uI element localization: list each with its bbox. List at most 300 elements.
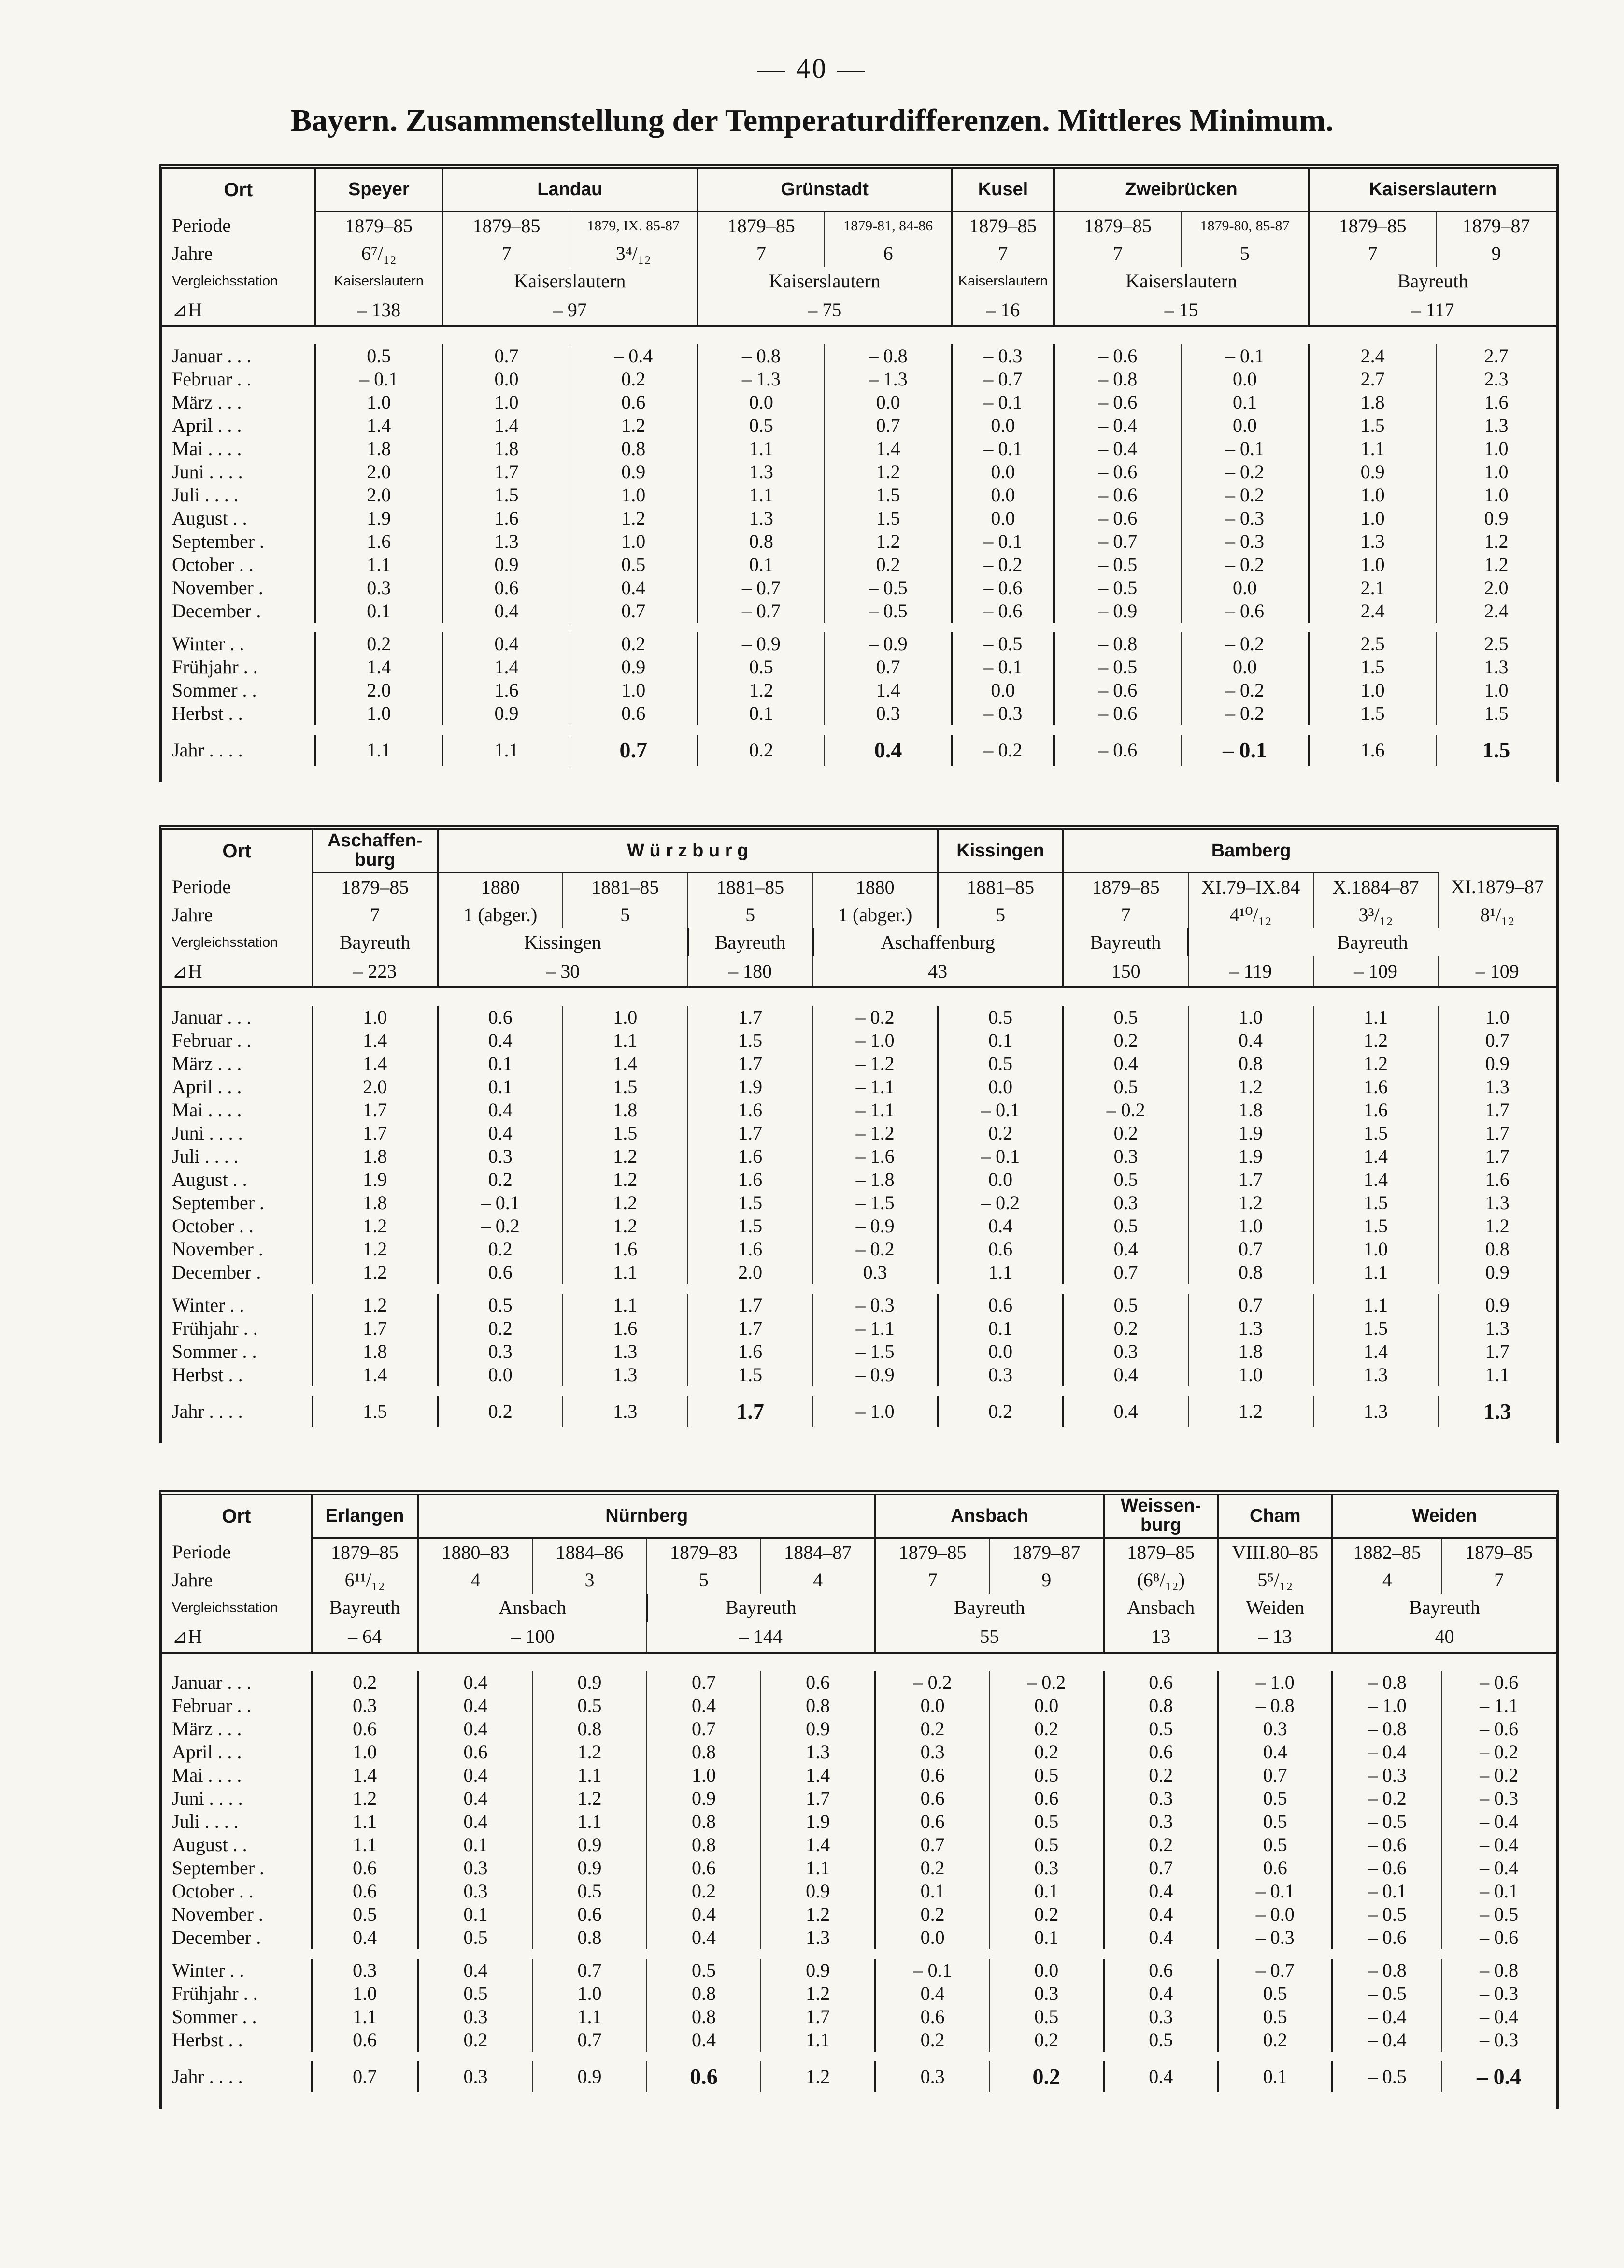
jahre-cell: 8¹/₁₂	[1439, 901, 1556, 928]
month-row	[162, 1029, 1556, 1052]
month-row	[162, 1671, 1556, 1694]
value-cell: 2.4	[1309, 599, 1436, 623]
value-cell: 1.0	[1313, 1238, 1439, 1261]
value-cell: 1.3	[761, 1926, 875, 1949]
value-cell: 0.2	[938, 1396, 1063, 1427]
jahre-label: Jahre	[172, 904, 213, 926]
value-cell: 0.1	[438, 1075, 563, 1098]
row-label: Sommer . .	[172, 2006, 257, 2027]
row-label: September .	[172, 530, 265, 552]
month-row	[162, 484, 1556, 507]
value-cell: 0.8	[647, 2005, 761, 2028]
value-cell: 0.2	[1104, 1833, 1218, 1856]
value-cell: 0.8	[761, 1694, 875, 1717]
row-label: August . .	[172, 507, 247, 529]
value-cell: 0.5	[989, 1764, 1104, 1787]
row-label: September .	[172, 1857, 265, 1879]
value-cell: 0.6	[1218, 1856, 1333, 1880]
season-row	[162, 656, 1556, 679]
value-cell: 0.4	[647, 1926, 761, 1949]
periode-cell: 1879–85	[313, 872, 438, 901]
month-row	[162, 1926, 1556, 1949]
value-cell: 2.5	[1436, 632, 1556, 656]
value-cell: 1.1	[563, 1029, 688, 1052]
value-cell: 1.3	[1436, 414, 1556, 437]
periode-cell: 1879–85	[1054, 211, 1182, 240]
value-cell: – 0.2	[813, 1238, 938, 1261]
value-cell: 0.0	[989, 1694, 1104, 1717]
value-cell: 0.2	[825, 553, 952, 576]
station-name-text: Aschaffen-burg	[328, 830, 423, 870]
station-name-text: Landau	[537, 179, 603, 200]
value-cell: 1.3	[563, 1396, 688, 1427]
jahre-cell: 6¹¹/₁₂	[312, 1567, 418, 1594]
station-name	[1104, 1495, 1218, 1538]
month-row	[162, 1740, 1556, 1764]
value-cell: – 0.1	[952, 530, 1054, 553]
value-cell: 1.5	[688, 1363, 813, 1386]
value-cell: 1.0	[1439, 1006, 1556, 1029]
value-cell: 1.4	[1313, 1168, 1439, 1191]
value-cell: 1.7	[1439, 1145, 1556, 1168]
vergleich-cell: Kaiserslautern	[315, 267, 442, 295]
value-cell: 1.0	[1436, 437, 1556, 460]
value-cell: 0.3	[438, 1145, 563, 1168]
value-cell: – 0.6	[1332, 1833, 1441, 1856]
dh-cell: – 64	[312, 1622, 418, 1653]
value-cell: – 0.4	[1332, 2005, 1441, 2028]
value-cell: – 0.1	[875, 1959, 990, 1982]
vergleich-cell: Kaiserslautern	[442, 267, 697, 295]
vergleich-cell: Kissingen	[438, 928, 688, 956]
value-cell: – 0.5	[1054, 656, 1182, 679]
value-cell: 1.1	[315, 735, 442, 766]
value-cell: 0.6	[442, 576, 570, 599]
value-cell: 1.8	[313, 1191, 438, 1214]
value-cell: – 0.8	[1054, 632, 1182, 656]
value-cell: – 0.2	[1441, 1764, 1556, 1787]
value-cell: 0.7	[1104, 1856, 1218, 1880]
station-name-text: Kissingen	[956, 841, 1044, 861]
value-cell: 0.0	[952, 679, 1054, 702]
dh-cell: 40	[1332, 1622, 1556, 1653]
value-cell: 1.0	[570, 530, 698, 553]
value-cell: 0.9	[532, 1833, 647, 1856]
value-cell: – 0.1	[1441, 1880, 1556, 1903]
value-cell: – 0.3	[1441, 1982, 1556, 2005]
value-cell: – 0.5	[1054, 576, 1182, 599]
value-cell: – 0.0	[1218, 1903, 1333, 1926]
value-cell: 0.2	[989, 1740, 1104, 1764]
value-cell: – 0.2	[1332, 1787, 1441, 1810]
table-panel-unterfranken	[159, 825, 1559, 1443]
value-cell: 0.5	[532, 1694, 647, 1717]
value-cell: 1.4	[315, 656, 442, 679]
jahre-cell: 5	[688, 901, 813, 928]
value-cell: 0.4	[438, 1098, 563, 1122]
value-cell: 0.5	[1063, 1168, 1188, 1191]
value-cell: – 0.6	[1441, 1717, 1556, 1740]
value-cell: 0.6	[418, 1740, 533, 1764]
value-cell: 0.6	[938, 1238, 1063, 1261]
value-cell: 0.6	[312, 2028, 418, 2052]
dh-label: ⊿H	[162, 956, 313, 987]
season-row	[162, 1340, 1556, 1363]
value-cell: 0.9	[1439, 1261, 1556, 1284]
jahre-row	[162, 1567, 1556, 1594]
value-cell: 0.0	[938, 1340, 1063, 1363]
value-cell: 2.7	[1309, 368, 1436, 391]
vergleich-cell: Bayreuth	[1332, 1594, 1556, 1622]
value-cell: – 1.1	[813, 1075, 938, 1098]
month-row	[162, 1764, 1556, 1787]
value-cell: 0.6	[312, 1856, 418, 1880]
value-cell: 0.7	[875, 1833, 990, 1856]
row-label: Juli . . . .	[172, 1811, 239, 1832]
value-cell: – 0.4	[570, 344, 698, 368]
value-cell: – 0.6	[1054, 460, 1182, 484]
month-row	[162, 530, 1556, 553]
value-cell: 0.5	[1218, 2005, 1333, 2028]
value-cell: 1.9	[313, 1168, 438, 1191]
value-cell: 1.2	[761, 2061, 875, 2092]
value-cell: 1.2	[313, 1214, 438, 1238]
row-label: Juli . . . .	[172, 1145, 239, 1167]
station-header-row	[162, 830, 1556, 872]
value-cell: 1.2	[532, 1787, 647, 1810]
row-label: October . .	[172, 554, 254, 575]
vergleich-cell: Kaiserslautern	[1054, 267, 1309, 295]
value-cell: 0.7	[312, 2061, 418, 2092]
value-cell: 0.6	[570, 702, 698, 725]
value-cell: 0.0	[952, 414, 1054, 437]
value-cell: 1.7	[442, 460, 570, 484]
value-cell: 1.2	[698, 679, 825, 702]
vergleich-label: Vergleichsstation	[172, 934, 278, 950]
station-header-row	[162, 1495, 1556, 1538]
value-cell: 0.4	[647, 1694, 761, 1717]
value-cell: – 1.2	[813, 1052, 938, 1075]
station-name	[438, 830, 938, 872]
periode-cell: 1882–85	[1332, 1538, 1441, 1567]
value-cell: 1.0	[315, 391, 442, 414]
jahre-cell: 7	[313, 901, 438, 928]
value-cell: 0.5	[570, 553, 698, 576]
value-cell: 0.4	[1104, 1982, 1218, 2005]
value-cell: 1.7	[1439, 1340, 1556, 1363]
value-cell: 1.7	[1439, 1098, 1556, 1122]
value-cell: – 0.9	[698, 632, 825, 656]
value-cell: – 0.9	[1054, 599, 1182, 623]
value-cell: 1.7	[761, 1787, 875, 1810]
value-cell: 0.5	[1104, 2028, 1218, 2052]
value-cell: – 0.2	[1182, 553, 1309, 576]
value-cell: – 0.1	[938, 1145, 1063, 1168]
value-cell: 1.1	[1439, 1363, 1556, 1386]
value-cell: 0.5	[532, 1880, 647, 1903]
value-cell: 1.6	[1436, 391, 1556, 414]
periode-cell: X.1884–87	[1313, 872, 1439, 901]
value-cell: 0.9	[532, 1856, 647, 1880]
value-cell: – 0.1	[1218, 1880, 1333, 1903]
value-cell: 1.5	[442, 484, 570, 507]
row-label: Frühjahr . .	[172, 1983, 258, 2004]
value-cell: – 1.1	[813, 1098, 938, 1122]
value-cell: 1.5	[563, 1075, 688, 1098]
value-cell: 1.1	[698, 484, 825, 507]
station-name-text: Grünstadt	[781, 179, 869, 200]
periode-cell: 1879–85	[698, 211, 825, 240]
periode-cell: 1879–85	[1309, 211, 1436, 240]
row-label: Frühjahr . .	[172, 656, 258, 678]
row-label: September .	[172, 1192, 265, 1213]
station-name-text: Erlangen	[325, 1506, 404, 1526]
value-cell: – 0.4	[1054, 414, 1182, 437]
value-cell: 1.6	[688, 1098, 813, 1122]
month-row	[162, 1145, 1556, 1168]
value-cell: 0.7	[647, 1671, 761, 1694]
row-label: August . .	[172, 1834, 247, 1855]
periode-cell: 1880–83	[418, 1538, 533, 1567]
value-cell: 1.5	[688, 1029, 813, 1052]
value-cell: – 0.3	[1182, 507, 1309, 530]
value-cell: 1.2	[563, 1145, 688, 1168]
spacer-row	[162, 1653, 1556, 1671]
value-cell: 2.0	[315, 460, 442, 484]
row-label: April . . .	[172, 414, 242, 436]
vergleich-cell: Ansbach	[1104, 1594, 1218, 1622]
value-cell: 0.7	[570, 735, 698, 766]
value-cell: 0.6	[761, 1671, 875, 1694]
value-cell: 0.1	[438, 1052, 563, 1075]
value-cell: 1.4	[761, 1764, 875, 1787]
dh-cell: 13	[1104, 1622, 1218, 1653]
station-name-text: Speyer	[348, 179, 410, 200]
value-cell: 1.8	[1188, 1098, 1313, 1122]
value-cell: 1.8	[315, 437, 442, 460]
value-cell: 1.1	[312, 2005, 418, 2028]
value-cell: 0.5	[647, 1959, 761, 1982]
value-cell: 1.5	[1436, 735, 1556, 766]
value-cell: 1.4	[312, 1764, 418, 1787]
periode-cell: 1879–85	[952, 211, 1054, 240]
value-cell: 1.3	[442, 530, 570, 553]
station-name-text: Kusel	[978, 179, 1028, 200]
value-cell: 1.2	[563, 1168, 688, 1191]
value-cell: – 0.1	[952, 656, 1054, 679]
value-cell: 0.6	[989, 1787, 1104, 1810]
value-cell: – 1.0	[1218, 1671, 1333, 1694]
value-cell: 1.5	[688, 1191, 813, 1214]
value-cell: 0.3	[1063, 1191, 1188, 1214]
value-cell: – 0.4	[1332, 2028, 1441, 2052]
station-name	[698, 169, 952, 211]
value-cell: – 1.1	[1441, 1694, 1556, 1717]
station-name	[875, 1495, 1104, 1538]
row-label: Juli . . . .	[172, 484, 239, 506]
value-cell: 0.4	[1188, 1029, 1313, 1052]
value-cell: 0.9	[1439, 1294, 1556, 1317]
dh-cell: – 100	[418, 1622, 647, 1653]
value-cell: 1.5	[1309, 414, 1436, 437]
spacer-row	[162, 766, 1556, 782]
periode-cell: 1879–85	[442, 211, 570, 240]
value-cell: 1.0	[312, 1740, 418, 1764]
value-cell: 0.5	[698, 414, 825, 437]
value-cell: – 0.1	[315, 368, 442, 391]
jahre-cell: 4	[1332, 1567, 1441, 1594]
station-name-text: W ü r z b u r g	[627, 841, 749, 861]
value-cell: 1.3	[761, 1740, 875, 1764]
jahre-cell: (6⁸/₁₂)	[1104, 1567, 1218, 1594]
value-cell: 0.9	[442, 553, 570, 576]
value-cell: 0.5	[418, 1926, 533, 1949]
value-cell: – 0.5	[1332, 1982, 1441, 2005]
value-cell: 1.7	[688, 1006, 813, 1029]
value-cell: – 0.2	[438, 1214, 563, 1238]
dh-cell: – 180	[688, 956, 813, 987]
value-cell: 0.9	[1309, 460, 1436, 484]
value-cell: 1.6	[442, 679, 570, 702]
value-cell: – 0.5	[1332, 1903, 1441, 1926]
value-cell: 0.9	[570, 460, 698, 484]
value-cell: 0.5	[1063, 1214, 1188, 1238]
value-cell: 1.0	[1436, 679, 1556, 702]
value-cell: 0.7	[532, 2028, 647, 2052]
vergleich-cell: Bayreuth	[1188, 928, 1556, 956]
jahre-cell: 6	[825, 240, 952, 267]
value-cell: 1.2	[570, 507, 698, 530]
value-cell: 0.1	[875, 1880, 990, 1903]
periode-label: Periode	[172, 876, 231, 898]
vergleich-cell: Kaiserslautern	[952, 267, 1054, 295]
value-cell: 2.0	[688, 1261, 813, 1284]
value-cell: – 1.1	[813, 1317, 938, 1340]
value-cell: 0.9	[761, 1959, 875, 1982]
periode-cell: 1879–85	[1063, 872, 1188, 901]
dh-cell: – 16	[952, 295, 1054, 326]
value-cell: 0.0	[442, 368, 570, 391]
value-cell: 0.5	[1218, 1810, 1333, 1833]
value-cell: 1.3	[563, 1340, 688, 1363]
value-cell: – 0.4	[1441, 1856, 1556, 1880]
value-cell: 0.4	[418, 1810, 533, 1833]
value-cell: 1.5	[688, 1214, 813, 1238]
value-cell: 1.7	[313, 1098, 438, 1122]
value-cell: 1.7	[688, 1122, 813, 1145]
value-cell: – 0.5	[1332, 1810, 1441, 1833]
value-cell: 1.9	[315, 507, 442, 530]
value-cell: – 1.0	[1332, 1694, 1441, 1717]
row-label: Jahr . . . .	[172, 739, 243, 761]
value-cell: 1.0	[563, 1006, 688, 1029]
value-cell: – 0.2	[938, 1191, 1063, 1214]
value-cell: – 0.9	[813, 1363, 938, 1386]
jahre-cell: 5⁵/₁₂	[1218, 1567, 1333, 1594]
value-cell: 0.0	[825, 391, 952, 414]
jahre-cell: 5	[938, 901, 1063, 928]
value-cell: – 0.2	[1182, 632, 1309, 656]
value-cell: 0.4	[442, 599, 570, 623]
row-label: Januar . . .	[172, 1006, 252, 1028]
value-cell: 0.5	[989, 1833, 1104, 1856]
value-cell: 0.1	[418, 1833, 533, 1856]
value-cell: 0.9	[570, 656, 698, 679]
value-cell: 0.0	[1182, 414, 1309, 437]
value-cell: 1.6	[1313, 1098, 1439, 1122]
month-row	[162, 1261, 1556, 1284]
value-cell: 0.1	[1182, 391, 1309, 414]
value-cell: 0.6	[875, 1810, 990, 1833]
month-row	[162, 1856, 1556, 1880]
value-cell: 0.8	[647, 1982, 761, 2005]
value-cell: 0.4	[570, 576, 698, 599]
value-cell: 1.2	[563, 1214, 688, 1238]
value-cell: 0.5	[1104, 1717, 1218, 1740]
row-label: October . .	[172, 1215, 254, 1237]
value-cell: 2.0	[1436, 576, 1556, 599]
station-name	[1054, 169, 1309, 211]
month-row	[162, 391, 1556, 414]
value-cell: 1.7	[1188, 1168, 1313, 1191]
value-cell: 1.2	[313, 1238, 438, 1261]
value-cell: 0.5	[418, 1982, 533, 2005]
value-cell: 0.3	[875, 2061, 990, 2092]
value-cell: 1.3	[1436, 656, 1556, 679]
value-cell: 0.4	[1063, 1363, 1188, 1386]
value-cell: 0.1	[698, 553, 825, 576]
value-cell: – 0.2	[1063, 1098, 1188, 1122]
periode-label: Periode	[172, 1541, 231, 1563]
value-cell: 0.5	[1063, 1294, 1188, 1317]
value-cell: 0.4	[418, 1787, 533, 1810]
table-panel-mittelfranken	[159, 1490, 1559, 2109]
value-cell: – 0.6	[1441, 1671, 1556, 1694]
value-cell: – 0.2	[952, 553, 1054, 576]
periode-cell: 1879–85	[312, 1538, 418, 1567]
value-cell: 0.9	[647, 1787, 761, 1810]
value-cell: 1.3	[1313, 1396, 1439, 1427]
jahre-cell: 7	[875, 1567, 990, 1594]
month-row	[162, 1833, 1556, 1856]
value-cell: – 0.2	[1182, 679, 1309, 702]
value-cell: 0.1	[418, 1903, 533, 1926]
row-label: Mai . . . .	[172, 1764, 242, 1786]
value-cell: – 0.8	[825, 344, 952, 368]
value-cell: – 0.6	[952, 576, 1054, 599]
row-label: Herbst . .	[172, 1364, 243, 1385]
value-cell: 1.8	[313, 1145, 438, 1168]
value-cell: 1.3	[698, 460, 825, 484]
row-label: Herbst . .	[172, 702, 243, 724]
season-row	[162, 1294, 1556, 1317]
value-cell: – 0.3	[1441, 1787, 1556, 1810]
month-row	[162, 507, 1556, 530]
value-cell: 0.0	[952, 507, 1054, 530]
value-cell: – 0.4	[1441, 2005, 1556, 2028]
dh-row	[162, 295, 1556, 326]
value-cell: – 0.5	[952, 632, 1054, 656]
value-cell: – 0.8	[1332, 1959, 1441, 1982]
value-cell: 0.6	[438, 1006, 563, 1029]
value-cell: 0.2	[438, 1238, 563, 1261]
value-cell: 2.1	[1309, 576, 1436, 599]
value-cell: 0.2	[438, 1317, 563, 1340]
station-name-text: Kaiserslautern	[1369, 179, 1497, 200]
value-cell: 0.2	[570, 368, 698, 391]
value-cell: 0.4	[418, 1671, 533, 1694]
value-cell: 0.2	[1104, 1764, 1218, 1787]
